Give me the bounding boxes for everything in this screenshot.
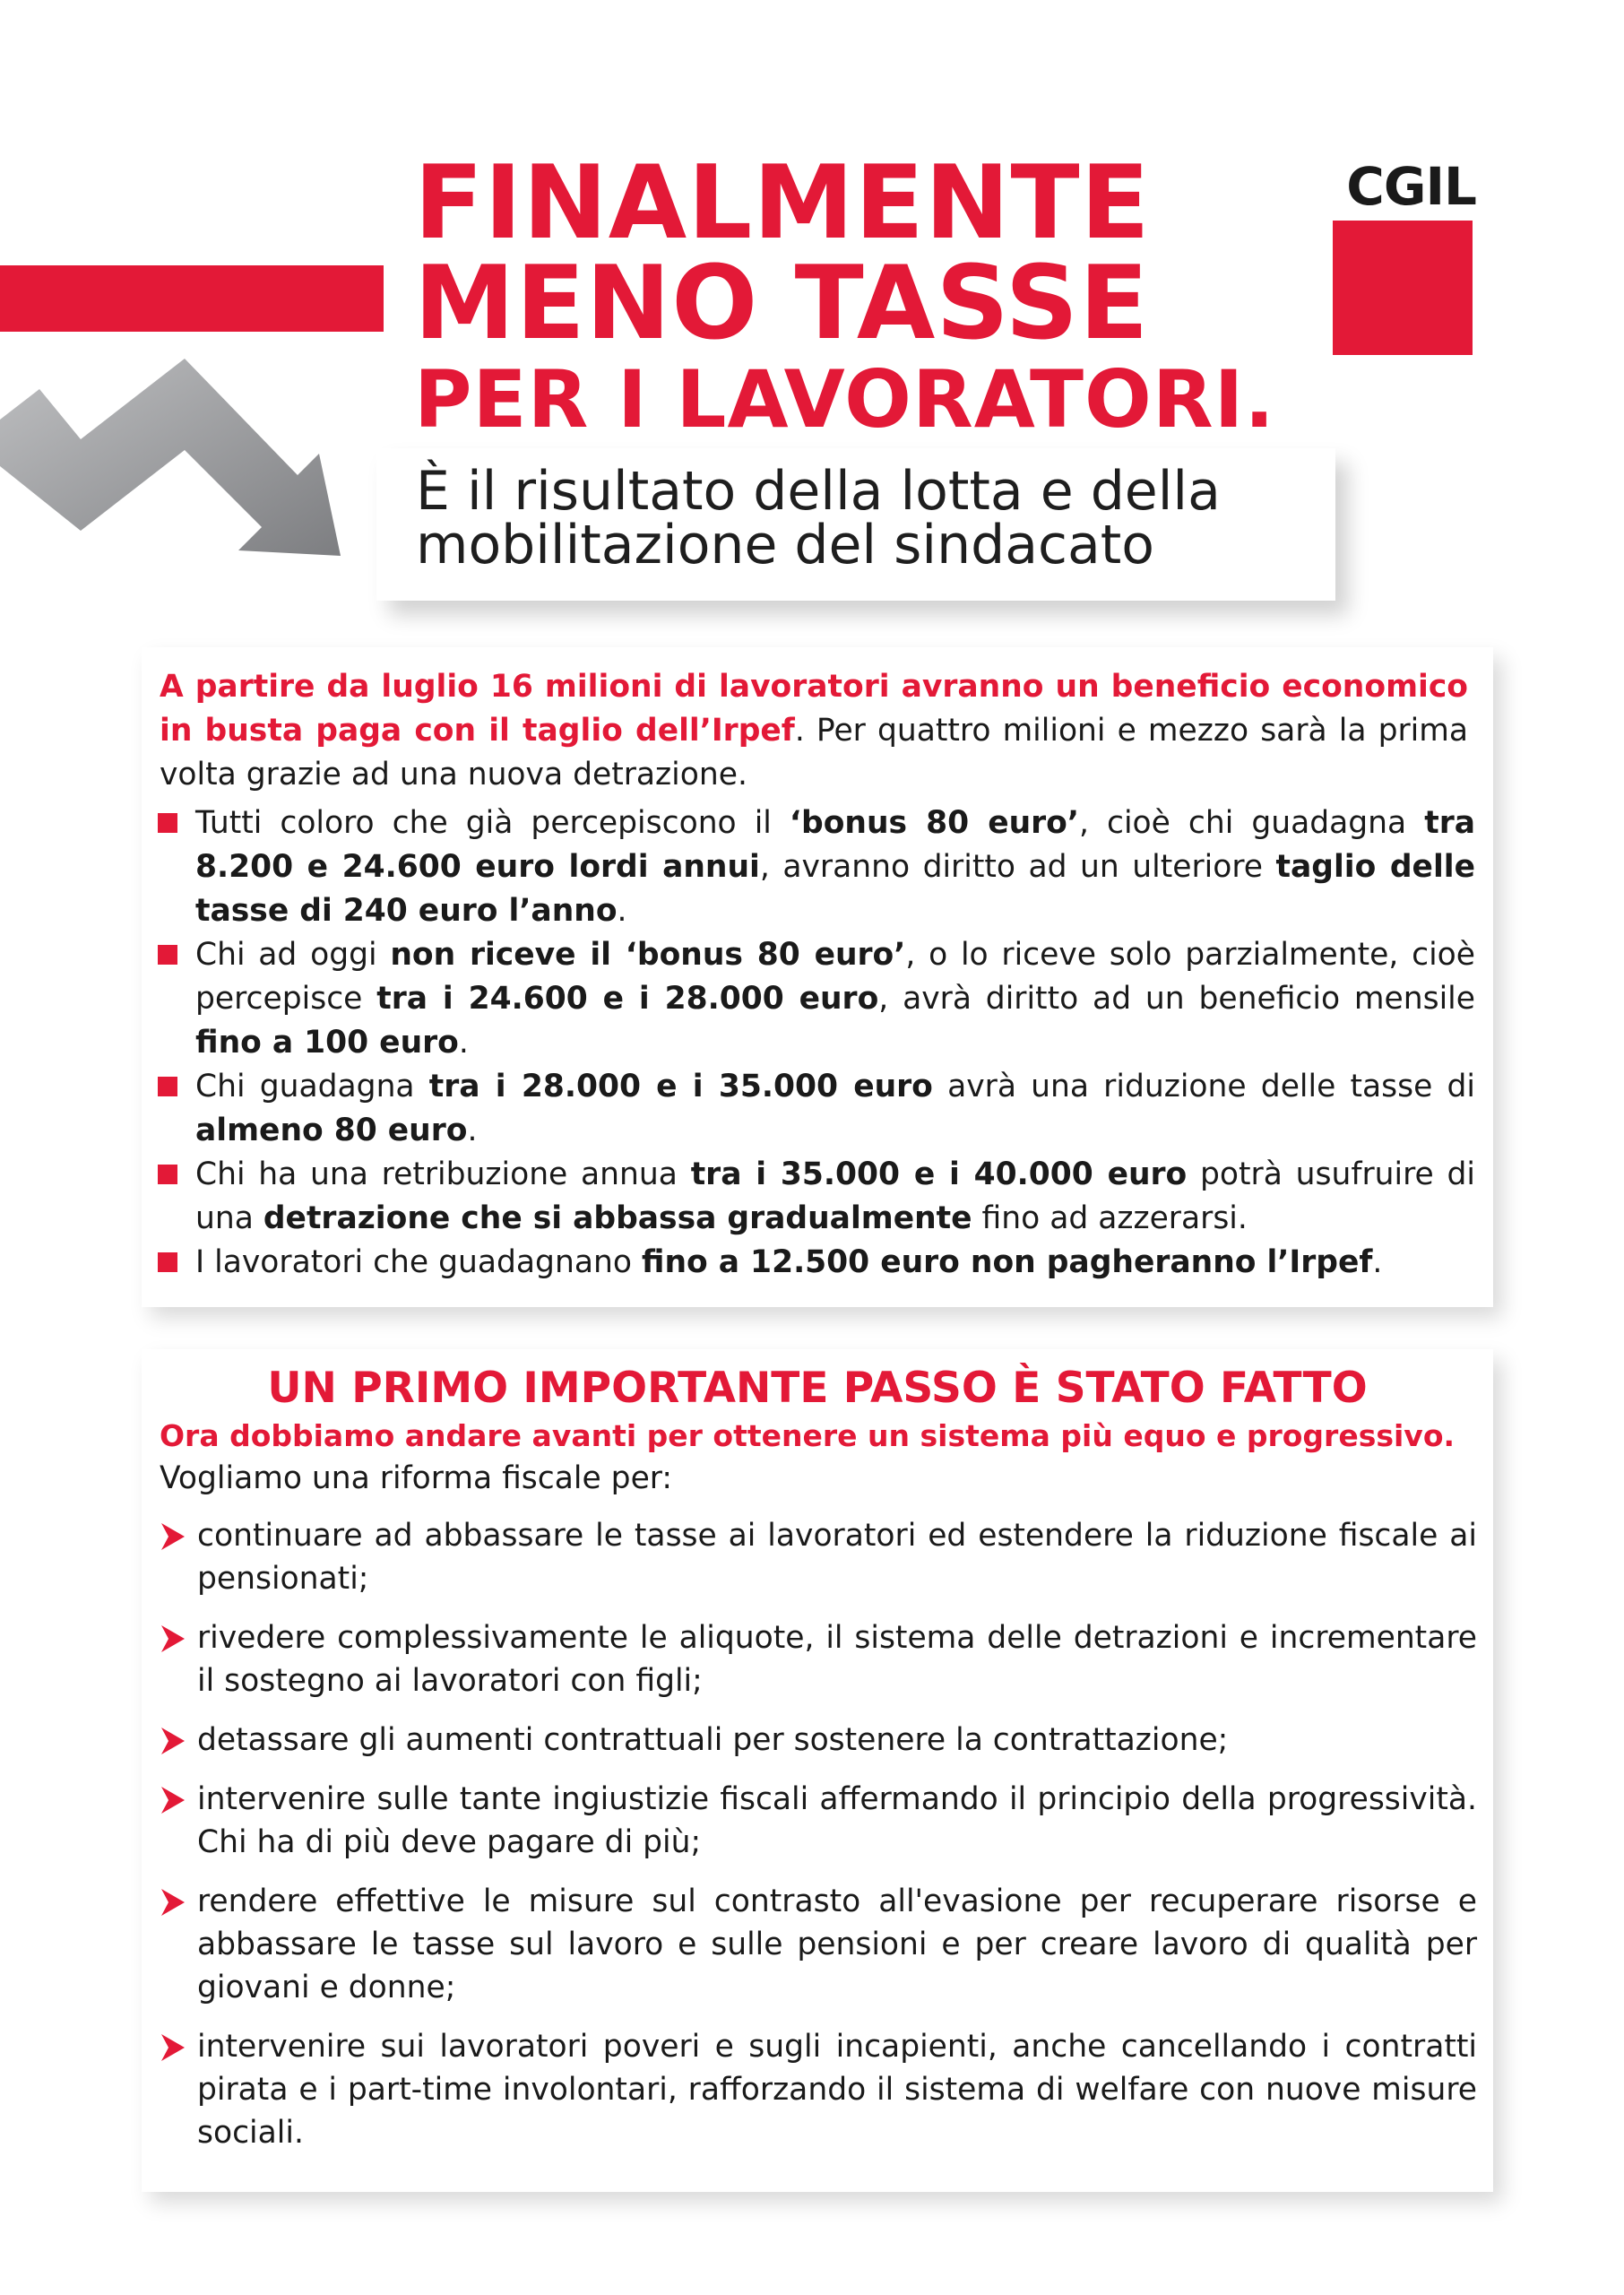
benefit-text: avrà una riduzione delle tasse di [932,1069,1476,1104]
reform-item-text: continuare ad abbassare le tasse ai lavoratori ed estendere la riduzione fiscale ai pensionati; [197,1518,1477,1597]
red-arrow-icon [160,1625,186,1652]
descending-zigzag-arrow-icon [0,332,376,574]
benefit-item [158,801,1475,933]
benefit-highlight: fino a 100 euro [195,1025,459,1061]
benefit-text: Chi guadagna [195,1069,429,1104]
benefit-text: . [458,1025,469,1061]
reform-item [160,1880,1477,2009]
red-arrow-icon [160,2034,186,2061]
benefit-text: Chi ad oggi [195,937,391,973]
reform-item-text: intervenire sui lavoratori poveri e sugli incapienti, anche cancellando i contratti pirata e i part-time involontari, rafforzando il sistema di welfare con nuove misure sociali. [197,2029,1477,2151]
section-heading: UN PRIMO IMPORTANTE PASSO È STATO FATTO [267,1364,1368,1413]
section-subheading: Ora dobbiamo andare avanti per ottenere un sistema più equo e progressivo. [160,1418,1456,1453]
red-arrow-icon [160,1787,186,1814]
benefit-text: Chi ha una retribuzione annua [195,1156,691,1192]
reform-item-text: detassare gli aumenti contrattuali per sostenere la contrattazione; [197,1722,1229,1758]
subtitle-line-2: mobilitazione del sindacato [416,514,1154,576]
benefit-highlight: almeno 80 euro [195,1113,468,1148]
reform-list [160,1514,1477,2170]
benefit-highlight: tra 8.200 e 24.600 euro lordi annui [195,805,1475,885]
reform-intro: Vogliamo una riforma fiscale per: [160,1460,672,1496]
benefit-text: , o lo riceve solo parzialmente, cioè percepisce [195,937,1475,1017]
intro-highlight: A partire da luglio 16 milioni di lavoratori avranno un beneficio economico in busta paga con il taglio dell’Irpef [160,669,1468,749]
reform-item [160,2025,1477,2154]
benefit-text: , avranno diritto ad un ulteriore [759,849,1276,885]
red-square-icon [158,1165,177,1184]
benefit-highlight: detrazione che si abbassa gradualmente [263,1200,972,1236]
title-block [414,143,1319,446]
benefit-text: . [1372,1244,1383,1280]
intro-rest: . Per quattro milioni e mezzo sarà la prima volta grazie ad una nuova detrazione. [160,713,1468,792]
red-square-icon [158,945,177,965]
title-line-1: FINALMENTE [414,143,1151,262]
benefit-item [158,1241,1475,1285]
red-arrow-icon [160,1889,186,1916]
red-square-icon [158,1077,177,1096]
benefit-highlight: tra i 35.000 e i 40.000 euro [690,1156,1188,1192]
red-square-icon [158,813,177,833]
benefit-text: , cioè chi guadagna [1078,805,1425,841]
benefit-text: Tutti coloro che già percepiscono il [195,805,790,841]
title-line-3: PER I LAVORATORI. [414,353,1275,446]
red-arrow-icon [160,1728,186,1754]
subtitle-box [376,448,1335,601]
benefit-item [158,1153,1475,1241]
benefit-highlight: taglio delle tasse di 240 euro l’anno [195,849,1475,929]
benefit-item [158,933,1475,1065]
benefit-text: fino ad azzerarsi. [972,1200,1248,1236]
red-arrow-icon [160,1523,186,1550]
logo-text: CGIL [1346,156,1476,217]
benefit-text: , avrà diritto ad un beneficio mensile [878,981,1475,1017]
subtitle-line-1: È il risultato della lotta e della [416,460,1221,523]
reform-item-text: rivedere complessivamente le aliquote, il sistema delle detrazioni e incrementare il sostegno ai lavoratori con figli; [197,1620,1477,1699]
cgil-logo [1333,156,1476,355]
benefit-highlight: non riceve il ‘bonus 80 euro’ [390,937,906,973]
benefit-list [158,801,1475,1285]
decorative-red-band [0,265,384,332]
reform-item [160,1616,1477,1702]
reform-item [160,1778,1477,1864]
benefit-text: . [617,893,627,929]
reform-box [142,1349,1493,2192]
benefit-highlight: fino a 12.500 euro non pagheranno l’Irpef [641,1244,1373,1280]
benefit-text: . [467,1113,478,1148]
intro-paragraph [160,665,1468,797]
benefit-highlight: tra i 24.600 e i 28.000 euro [376,981,879,1017]
title-line-2: MENO TASSE [414,244,1150,362]
reform-item [160,1514,1477,1600]
benefit-highlight: ‘bonus 80 euro’ [789,805,1079,841]
logo-red-square [1333,221,1473,355]
benefit-highlight: tra i 28.000 e i 35.000 euro [428,1069,933,1104]
red-square-icon [158,1252,177,1272]
tax-benefits-box [142,647,1493,1307]
benefit-item [158,1065,1475,1153]
benefit-text: potrà usufruire di una [195,1156,1476,1236]
reform-item-text: intervenire sulle tante ingiustizie fiscali affermando il principio della progressività. Chi ha di più deve pagare di più; [197,1781,1477,1860]
reform-item-text: rendere effettive le misure sul contrasto all'evasione per recuperare risorse e abbassare le tasse sul lavoro e sulle pensioni e per creare lavoro di qualità per giovani e donne; [197,1884,1477,2005]
reform-item [160,1719,1477,1762]
benefit-text: I lavoratori che guadagnano [195,1244,642,1280]
